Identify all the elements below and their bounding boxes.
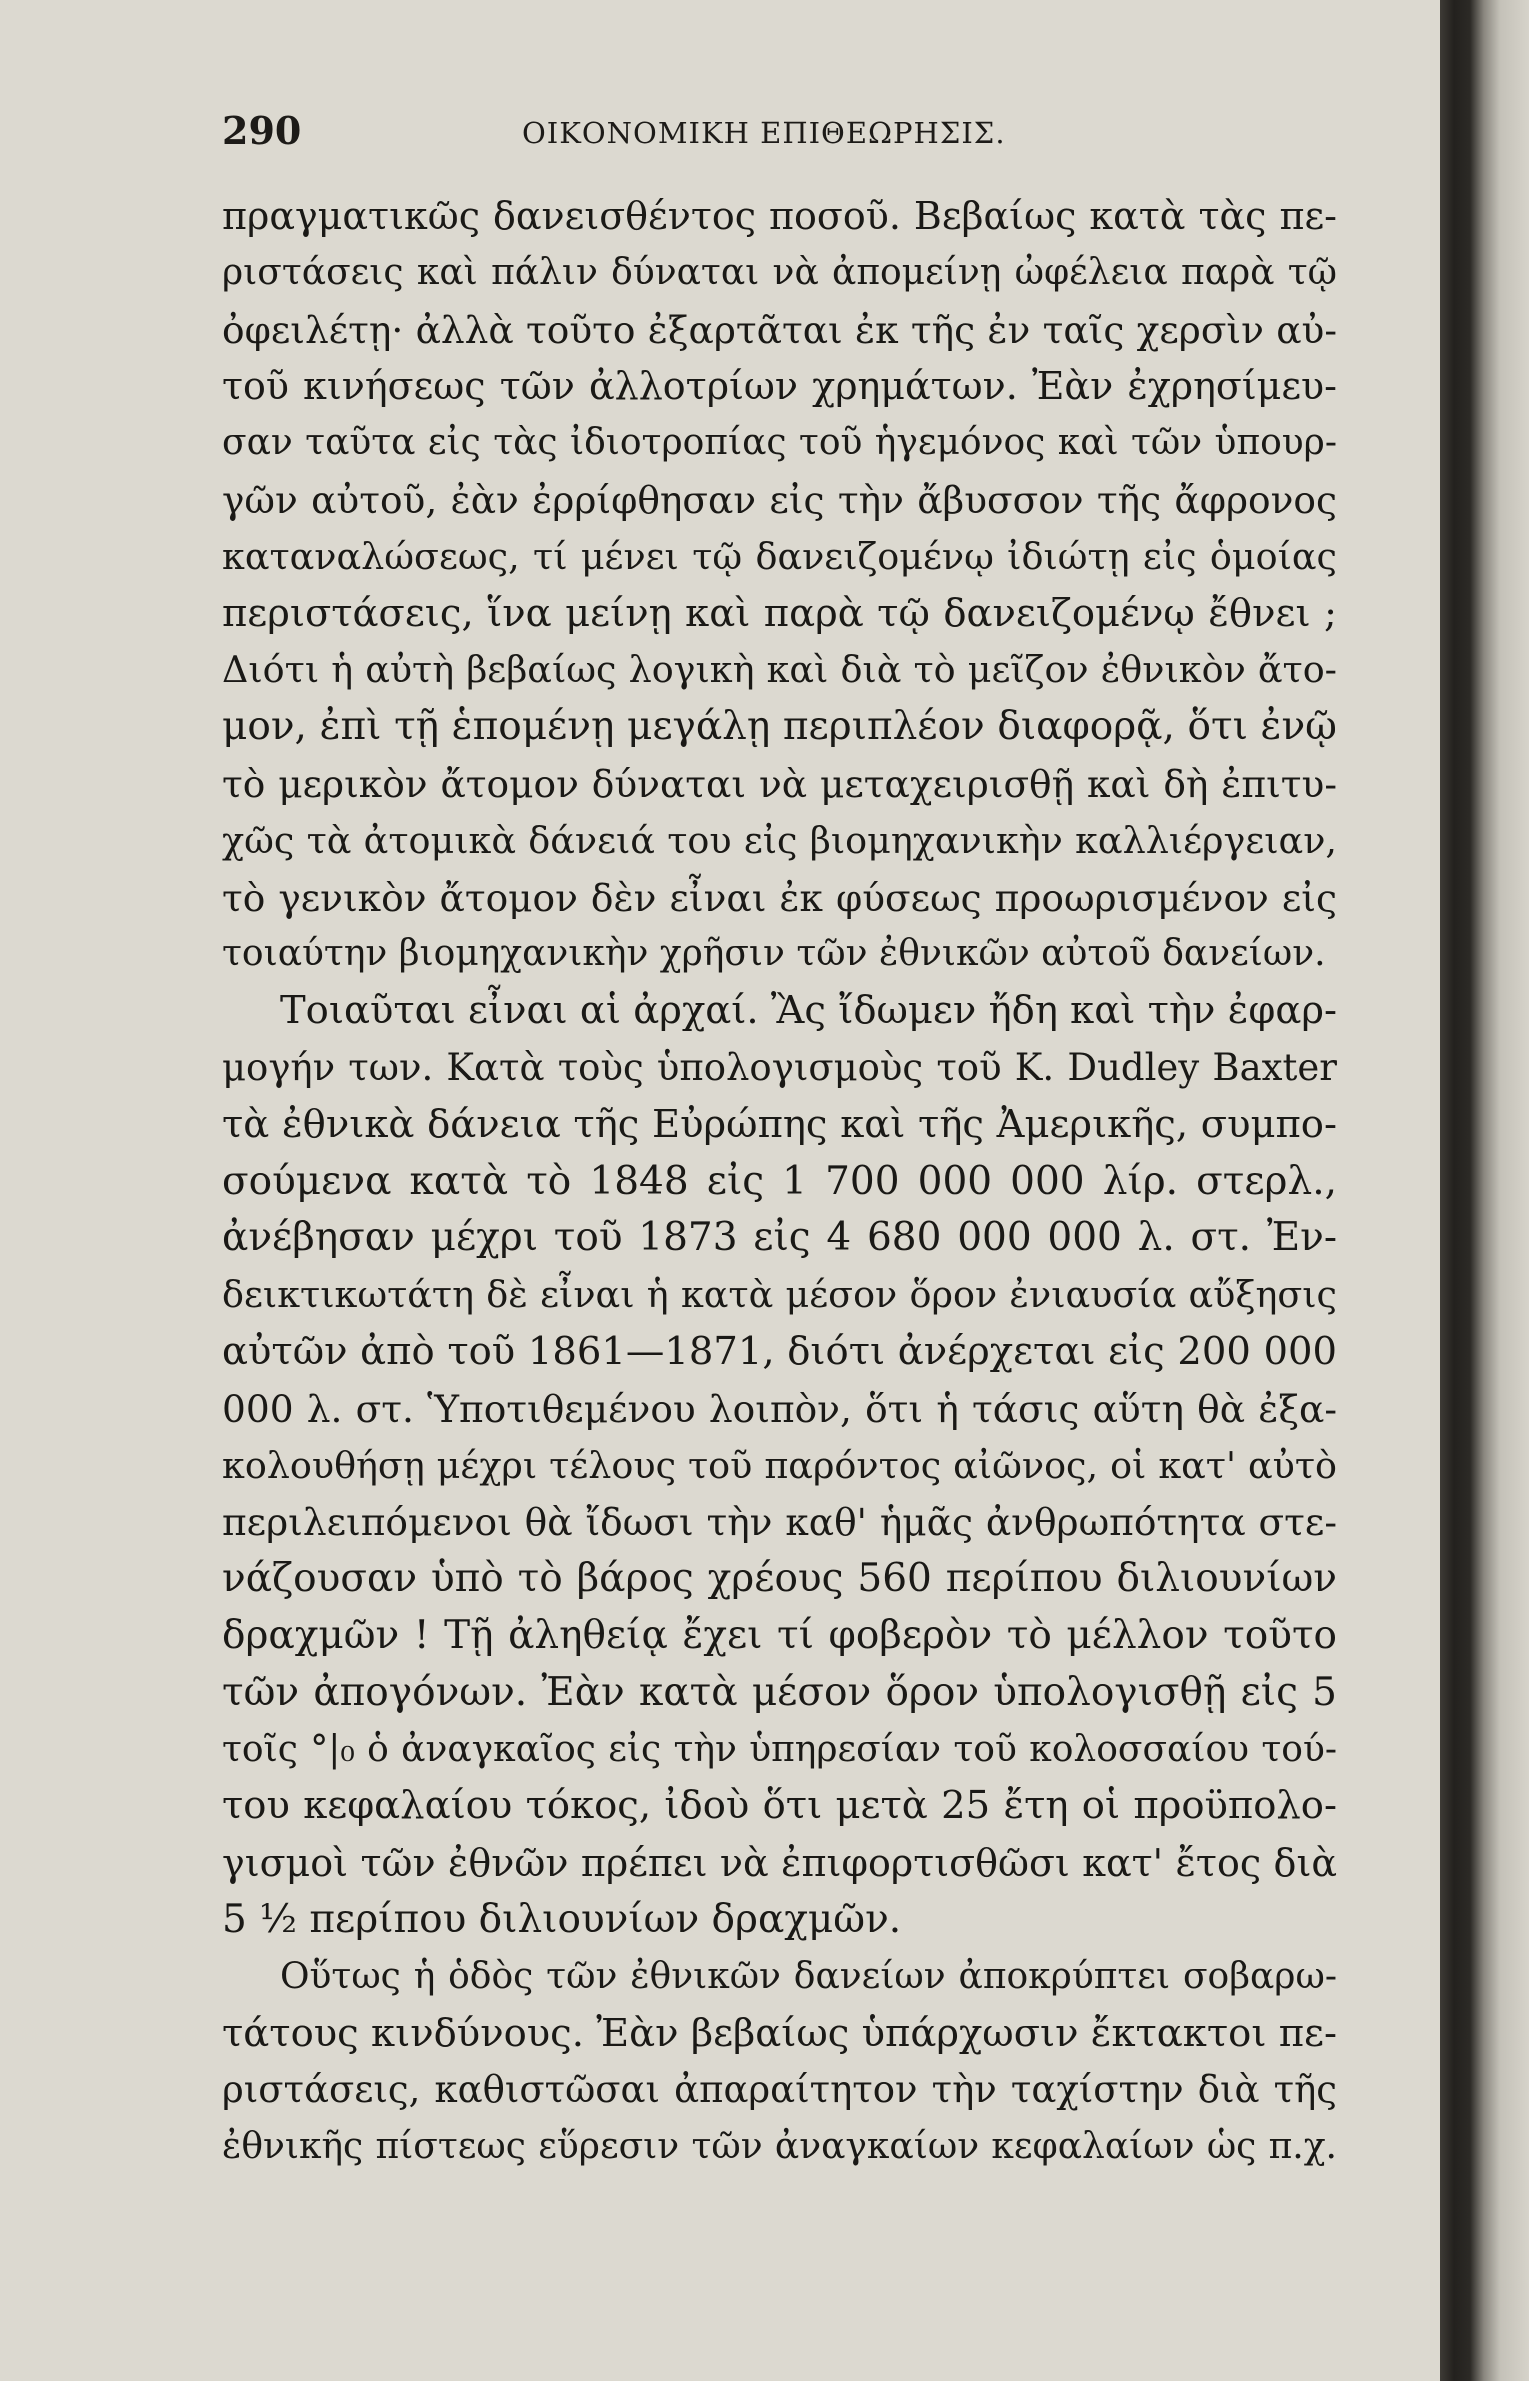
text-line: Διότι ἡ αὐτὴ βεβαίως λογικὴ καὶ διὰ τὸ μεῖζον ἐθνικὸν ἄτο- (222, 648, 1337, 692)
text-line: Τοιαῦται εἶναι αἱ ἀρχαί. Ἂς ἴδωμεν ἤδη καὶ τὴν ἐφαρ- (280, 988, 1337, 1034)
text-line: περιλειπόμενοι θὰ ἴδωσι τὴν καθ' ἡμᾶς ἀνθρωπότητα στε- (222, 1500, 1337, 1545)
page-header (222, 108, 1332, 154)
text-line: τάτους κινδύνους. Ἐὰν βεβαίως ὑπάρχωσιν ἔκτακτοι πε- (222, 2010, 1337, 2056)
text-line: περιστάσεις, ἵνα μείνῃ καὶ παρὰ τῷ δανειζομένῳ ἔθνει ; (222, 590, 1337, 636)
text-line: τοῖς °|₀ ὁ ἀναγκαῖος εἰς τὴν ὑπηρεσίαν τοῦ κολοσσαίου τού- (222, 1728, 1337, 1770)
text-line: μον, ἐπὶ τῇ ἑπομένῃ μεγάλῃ περιπλέον διαφορᾷ, ὅτι ἐνῷ (222, 704, 1337, 750)
text-line: τὸ μερικὸν ἄτομον δύναται νὰ μεταχειρισθῇ καὶ δὴ ἐπιτυ- (222, 761, 1337, 806)
text-line: του κεφαλαίου τόκος, ἰδοὺ ὅτι μετὰ 25 ἔτη οἱ προϋπολο- (222, 1783, 1337, 1829)
text-line: καταναλώσεως, τί μένει τῷ δανειζομένῳ ἰδιώτῃ εἰς ὁμοίας (222, 534, 1337, 578)
page-number: 290 (222, 108, 302, 153)
body-text (222, 188, 1337, 2176)
text-line: ριστάσεις καὶ πάλιν δύναται νὰ ἀπομείνῃ ὠφέλεια παρὰ τῷ (222, 251, 1337, 293)
text-line: Οὕτως ἡ ὁδὸς τῶν ἐθνικῶν δανείων ἀποκρύπτει σοβαρω- (280, 1955, 1337, 1997)
text-line: νάζουσαν ὑπὸ τὸ βάρος χρέους 560 περίπου διλιουνίων (222, 1556, 1337, 1602)
text-line: σαν ταῦτα εἰς τὰς ἰδιοτροπίας τοῦ ἡγεμόνος καὶ τῶν ὑπουρ- (222, 422, 1337, 464)
running-title: ΟΙΚΟΝΟΜΙΚΗ ΕΠΙΘΕΩΡΗΣΙΣ. (522, 116, 1006, 150)
text-line: 5 ½ περίπου διλιουνίων δραχμῶν. (222, 1896, 902, 1942)
text-line: τὸ γενικὸν ἄτομον δὲν εἶναι ἐκ φύσεως προωρισμένον εἰς (222, 875, 1337, 920)
text-line: πραγματικῶς δανεισθέντος ποσοῦ. Βεβαίως κατὰ τὰς πε- (222, 194, 1337, 238)
text-line: δραχμῶν ! Τῇ ἀληθείᾳ ἔχει τί φοβερὸν τὸ μέλλον τοῦτο (222, 1612, 1337, 1658)
text-line: μογήν των. Κατὰ τοὺς ὑπολογισμοὺς τοῦ Κ. Dudley Baxter (222, 1045, 1337, 1089)
text-line: ἐθνικῆς πίστεως εὕρεσιν τῶν ἀναγκαίων κεφαλαίων ὡς π.χ. (222, 2126, 1337, 2168)
text-line: τοῦ κινήσεως τῶν ἀλλοτρίων χρημάτων. Ἐὰν ἐχρησίμευ- (222, 364, 1337, 409)
text-line: ἀνέβησαν μέχρι τοῦ 1873 εἰς 4 680 000 000 λ. στ. Ἐν- (222, 1215, 1337, 1261)
book-gutter (1440, 0, 1529, 2381)
text-line: τὰ ἐθνικὰ δάνεια τῆς Εὐρώπης καὶ τῆς Ἀμερικῆς, συμπο- (222, 1101, 1337, 1147)
text-line: γισμοὶ τῶν ἐθνῶν πρέπει νὰ ἐπιφορτισθῶσι κατ' ἔτος διὰ (222, 1841, 1337, 1886)
text-line: δεικτικωτάτη δὲ εἶναι ἡ κατὰ μέσον ὅρον ἐνιαυσία αὔξησις (222, 1273, 1337, 1317)
text-line: κολουθήσῃ μέχρι τέλους τοῦ παρόντος αἰῶνος, οἱ κατ' αὐτὸ (222, 1443, 1337, 1487)
text-line: γῶν αὐτοῦ, ἐὰν ἐρρίφθησαν εἰς τὴν ἄβυσσον τῆς ἄφρονος (222, 477, 1337, 522)
text-line: χῶς τὰ ἀτομικὰ δάνειά του εἰς βιομηχανικὴν καλλιέργειαν, (222, 818, 1337, 862)
text-line: σούμενα κατὰ τὸ 1848 εἰς 1 700 000 000 λίρ. στερλ., (222, 1158, 1337, 1204)
text-line: 000 λ. στ. Ὑποτιθεμένου λοιπὸν, ὅτι ἡ τάσις αὕτη θὰ ἐξα- (222, 1386, 1337, 1431)
text-line: ριστάσεις, καθιστῶσαι ἀπαραίτητον τὴν ταχίστην διὰ τῆς (222, 2068, 1337, 2112)
text-line: ὀφειλέτῃ· ἀλλὰ τοῦτο ἐξαρτᾶται ἐκ τῆς ἐν ταῖς χερσὶν αὐ- (222, 307, 1337, 352)
text-line: αὐτῶν ἀπὸ τοῦ 1861—1871, διότι ἀνέρχεται εἰς 200 000 (222, 1328, 1337, 1374)
text-line: τῶν ἀπογόνων. Ἐὰν κατὰ μέσον ὅρον ὑπολογισθῇ εἰς 5 (222, 1669, 1337, 1715)
text-line: τοιαύτην βιομηχανικὴν χρῆσιν τῶν ἐθνικῶν αὐτοῦ δανείων. (222, 933, 1326, 975)
